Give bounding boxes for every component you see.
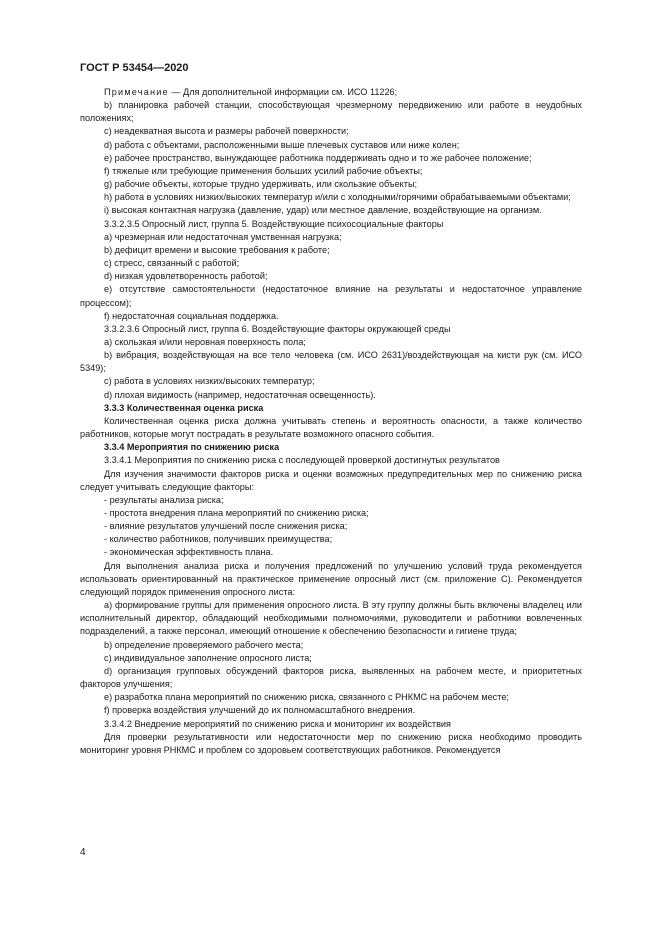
paragraph: b) дефицит времени и высокие требования к работе; xyxy=(104,244,330,255)
paragraph: i) высокая контактная нагрузка (давление, удар) или местное давление, воздействующие на организм. xyxy=(104,205,542,216)
paragraph: - влияние результатов улучшений после снижения риска; xyxy=(104,521,348,532)
paragraph: 3.3.4.1 Мероприятия по снижению риска с последующей проверкой достигнутых результатов xyxy=(104,455,500,466)
paragraph: c) стресс, связанный с работой; xyxy=(104,258,240,269)
paragraph: a) формирование группы для применения опросного листа. В эту группу должны быть включены владелец или исполнительный директор, обладающий необходимыми полномочиями, руководители и работники вовлеченных подразделений, а также персонал, имеющий отношение к обеспечению безопасности и гигиене труда; xyxy=(80,600,582,637)
paragraph: Количественная оценка риска должна учитывать степень и вероятность опасности, а также количество работников, которые могут пострадать в результате возможного опасного события. xyxy=(80,415,582,440)
paragraph: - результаты анализа риска; xyxy=(104,494,224,505)
section-heading: 3.3.3 Количественная оценка риска xyxy=(104,402,264,413)
paragraph: e) рабочее пространство, вынуждающее работника поддерживать одно и то же рабочее положение; xyxy=(104,152,532,163)
document-header: ГОСТ Р 53454—2020 xyxy=(80,62,189,74)
paragraph: Для проверки результативности или недостаточности мер по снижению риска необходимо проводить мониторинг уровня РНКМС и проблем со здоровьем соответствующих работников. Рекомендуется xyxy=(80,731,582,755)
page-content xyxy=(80,86,582,757)
paragraph: Для изучения значимости факторов риска и оценки возможных предупредительных мер по снижению риска следует учитывать следующие факторы: xyxy=(80,468,582,492)
paragraph: - простота внедрения плана мероприятий по снижению риска; xyxy=(104,508,369,518)
paragraph: g) рабочие объекты, которые трудно удерживать, или скользкие объекты; xyxy=(104,179,418,190)
paragraph: e) разработка плана мероприятий по снижению риска, связанного с РНКМС на рабочем месте; xyxy=(104,692,509,703)
paragraph: b) вибрация, воздействующая на все тело человека (см. ИСО 2631)/воздействующая на кисти рук (см. ИСО 5349); xyxy=(80,350,582,374)
paragraph: d) работа с объектами, расположенными выше плечевых суставов или ниже колен; xyxy=(104,139,460,150)
paragraph: a) чрезмерная или недостаточная умственная нагрузка; xyxy=(104,231,342,242)
paragraph: - количество работников, получивших преимущества; xyxy=(104,534,333,545)
note-label: Примечание xyxy=(104,87,169,97)
paragraph: b) планировка рабочей станции, способствующая чрезмерному передвижению или работе в неудобных положениях; xyxy=(80,100,582,124)
paragraph: f) тяжелые или требующие применения больших усилий рабочие объекты; xyxy=(104,165,423,176)
paragraph-list xyxy=(80,99,582,757)
paragraph: - экономическая эффективность плана. xyxy=(104,547,274,558)
paragraph: f) недостаточная социальная поддержка. xyxy=(104,310,279,321)
paragraph: h) работа в условиях низких/высоких температур и/или с холодными/горячими обрабатываемыми объектами; xyxy=(104,192,571,203)
paragraph: e) отсутствие самостоятельности (недостаточное влияние на результаты и недостаточное управление процессом); xyxy=(80,284,582,308)
page-number: 4 xyxy=(80,847,86,858)
section-heading: 3.3.4 Мероприятия по снижению риска xyxy=(104,442,280,453)
paragraph: 3.3.2.3.5 Опросный лист, группа 5. Воздействующие психосоциальные факторы xyxy=(104,218,444,229)
paragraph: c) индивидуальное заполнение опросного листа; xyxy=(104,652,312,663)
paragraph: f) проверка воздействия улучшений до их полномасштабного внедрения. xyxy=(104,705,416,716)
paragraph: d) организация групповых обсуждений факторов риска, выявленных на рабочем месте, и приоритетных факторов улучшения; xyxy=(80,665,582,690)
paragraph: Для выполнения анализа риска и получения предложений по улучшению условий труда рекомендуется использовать ориентированный на практическое применение опросный лист (см. приложение С). Рекомендуется следующий порядок применения опросного листа: xyxy=(80,560,582,597)
paragraph: d) плохая видимость (например, недостаточная освещенность). xyxy=(104,389,376,400)
paragraph: c) работа в условиях низких/высоких температур; xyxy=(104,376,315,387)
note xyxy=(80,86,582,99)
paragraph: d) низкая удовлетворенность работой; xyxy=(104,271,268,282)
paragraph: c) неадекватная высота и размеры рабочей поверхности; xyxy=(104,126,349,137)
note-text: — Для дополнительной информации см. ИСО 11226; xyxy=(168,87,398,97)
paragraph: 3.3.2.3.6 Опросный лист, группа 6. Воздействующие факторы окружающей среды xyxy=(104,323,451,334)
paragraph: b) определение проверяемого рабочего места; xyxy=(104,639,304,650)
paragraph: 3.3.4.2 Внедрение мероприятий по снижению риска и мониторинг их воздействия xyxy=(104,718,451,729)
paragraph: a) скользкая и/или неровная поверхность пола; xyxy=(104,336,306,347)
